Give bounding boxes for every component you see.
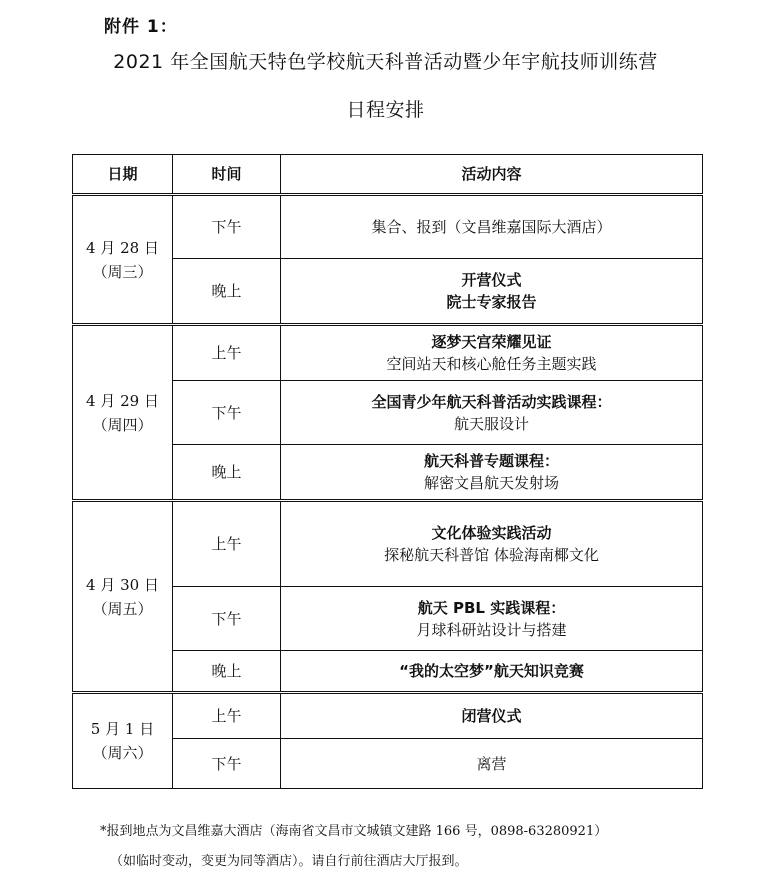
activity-title: 航天科普专题课程： <box>423 452 559 470</box>
date-cell <box>73 195 173 325</box>
activity-title: 航天 PBL 实践课程： <box>417 598 566 617</box>
time-cell: 上午 <box>173 325 281 381</box>
table-row <box>73 325 703 381</box>
activity-detail: 解密文昌航天发射场 <box>423 474 559 492</box>
time-cell: 下午 <box>173 587 281 651</box>
time-cell: 下午 <box>173 381 281 445</box>
weekday-text: （周六） <box>92 744 153 762</box>
table-row <box>73 501 703 587</box>
footnote-line-2: （如临时变动，变更为同等酒店）。请自行前往酒店大厅报到。 <box>110 854 468 869</box>
footnote-line-1: *报到地点为文昌维嘉大酒店（海南省文昌市文城镇文建路 166 号，0898-63280921） <box>100 824 608 839</box>
time-cell: 晚上 <box>173 445 281 501</box>
content-cell <box>281 739 703 789</box>
content-cell <box>281 651 703 693</box>
time-cell: 下午 <box>173 195 281 259</box>
table-row <box>73 195 703 259</box>
activity-title: 文化体验实践活动 <box>431 524 552 542</box>
activity-title: 全国青少年航天科普活动实践课程： <box>371 392 612 411</box>
time-cell: 晚上 <box>173 259 281 325</box>
date-text: 4 月 29 日 <box>86 391 159 410</box>
date-cell <box>73 693 173 789</box>
time-cell: 下午 <box>173 739 281 789</box>
header-date: 日期 <box>73 155 173 195</box>
header-content: 活动内容 <box>281 155 703 195</box>
weekday-text: （周三） <box>92 262 153 281</box>
activity-title-2: 院士专家报告 <box>446 293 537 311</box>
activity-detail: 空间站天和核心舱任务主题实践 <box>386 355 597 373</box>
content-cell <box>281 501 703 587</box>
attachment-label: 附件 1： <box>104 17 178 37</box>
activity-detail: 航天服设计 <box>453 414 529 433</box>
document-subtitle: 日程安排 <box>346 99 425 121</box>
table-row <box>73 693 703 739</box>
date-cell <box>73 501 173 693</box>
date-text: 5 月 1 日 <box>90 720 155 738</box>
content-cell <box>281 381 703 445</box>
activity-detail: 离营 <box>476 754 507 773</box>
content-cell <box>281 693 703 739</box>
weekday-text: （周四） <box>92 415 153 434</box>
date-text: 4 月 30 日 <box>86 575 159 594</box>
date-cell <box>73 325 173 501</box>
time-cell: 上午 <box>173 501 281 587</box>
time-cell: 上午 <box>173 693 281 739</box>
content-cell <box>281 259 703 325</box>
activity-detail: 月球科研站设计与搭建 <box>416 620 567 639</box>
document-title: 2021 年全国航天特色学校航天科普活动暨少年宇航技师训练营 <box>113 51 658 73</box>
activity-title: 开营仪式 <box>461 271 522 289</box>
content-cell <box>281 325 703 381</box>
activity-detail: 集合、报到（文昌维嘉国际大酒店） <box>371 218 612 236</box>
activity-title: 逐梦天宫荣耀见证 <box>431 333 552 351</box>
header-time: 时间 <box>173 155 281 195</box>
activity-title: “我的太空梦”航天知识竞赛 <box>399 662 584 680</box>
table-header-row <box>73 155 703 195</box>
date-text: 4 月 28 日 <box>86 238 159 257</box>
activity-title: 闭营仪式 <box>461 707 522 725</box>
content-cell <box>281 587 703 651</box>
weekday-text: （周五） <box>92 599 153 618</box>
time-cell: 晚上 <box>173 651 281 693</box>
activity-detail: 探秘航天科普馆 体验海南椰文化 <box>384 546 599 564</box>
content-cell <box>281 195 703 259</box>
content-cell <box>281 445 703 501</box>
schedule-table <box>72 154 703 789</box>
